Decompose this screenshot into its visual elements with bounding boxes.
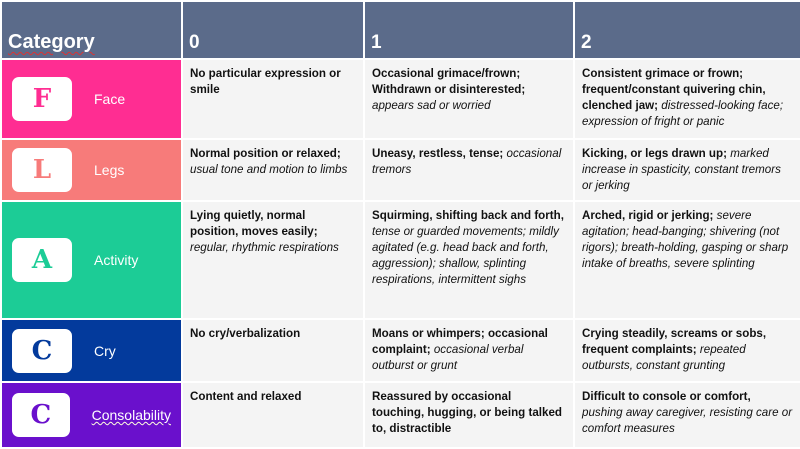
behavior-detail: distressed-looking face; expression of fright or panic [582,99,784,128]
behavior-text: Consistent grimace or frown; frequent/constant quivering chin, clenched jaw; [582,67,766,112]
behavior-text: Occasional grimace/frown; Withdrawn or disinterested; [372,67,526,96]
cry-letter-icon: C [12,329,72,373]
header-score-1: 1 [364,1,574,59]
score-0-cell [182,319,364,382]
category-cell-cry [1,319,182,382]
behavior-text: Content and relaxed [190,390,302,403]
score-1-cell [364,139,574,201]
behavior-detail: severe agitation; head-banging; shivering (not rigors); breath-holding, gasping or sharp intake of breaths, severe splinting [582,209,789,270]
table-row-consolability [1,382,800,448]
table-row-cry [1,319,800,382]
behavior-detail: occasional verbal outburst or grunt [372,343,524,372]
category-label: Legs [94,162,125,178]
consolability-letter-icon: C [12,393,70,437]
behavior-detail: usual tone and motion to limbs [190,163,348,176]
category-cell-activity [1,201,182,319]
behavior-text: Moans or whimpers; occasional complaint; [372,327,548,356]
behavior-text: Kicking, or legs drawn up; [582,147,727,160]
score-0-cell [182,201,364,319]
score-1-cell [364,319,574,382]
behavior-text: Arched, rigid or jerking; [582,209,714,222]
behavior-detail: regular, rhythmic respirations [190,241,339,254]
behavior-detail: appears sad or worried [372,99,491,112]
score-0-cell [182,382,364,448]
header-category: Category [1,1,182,59]
header-score-2: 2 [574,1,800,59]
category-cell-consolability [1,382,182,448]
score-2-cell [574,319,800,382]
score-2-cell [574,201,800,319]
behavior-text: Squirming, shifting back and forth, [372,209,564,222]
behavior-detail: pushing away caregiver, resisting care or comfort measures [582,406,793,435]
score-1-cell [364,201,574,319]
header-score-0: 0 [182,1,364,59]
behavior-text: No cry/verbalization [190,327,301,340]
category-label: Activity [94,252,139,268]
score-2-cell [574,139,800,201]
header-row [1,1,800,59]
behavior-text: No particular expression or smile [190,67,341,96]
score-2-cell [574,382,800,448]
category-label: Cry [94,342,116,359]
score-0-cell [182,59,364,139]
behavior-detail: repeated outbursts, constant grunting [582,343,746,372]
score-1-cell [364,382,574,448]
score-0-cell [182,139,364,201]
score-2-cell [574,59,800,139]
category-label: Consolability [91,407,171,423]
behavior-text: Difficult to console or comfort, [582,390,751,403]
table-row-legs [1,139,800,201]
behavior-text: Normal position or relaxed; [190,147,341,160]
table-row-face [1,59,800,139]
behavior-text: Crying steadily, screams or sobs, frequent complaints; [582,327,767,356]
face-letter-icon: F [12,77,72,121]
category-cell-face [1,59,182,139]
legs-letter-icon: L [12,148,72,192]
behavior-detail: tense or guarded movements; mildly agitated (e.g. head back and forth, aggression); shallow, splinting respirations, intermittent sighs [372,225,559,286]
category-cell-legs [1,139,182,201]
behavior-detail: marked increase in spasticity, constant tremors or jerking [582,147,781,192]
table-row-activity [1,201,800,319]
score-1-cell [364,59,574,139]
behavior-text: Reassured by occasional touching, hugging, or being talked to, distractible [372,390,562,435]
behavior-text: Lying quietly, normal position, moves easily; [190,209,318,238]
activity-letter-icon: A [12,238,72,282]
behavior-detail: occasional tremors [372,147,562,176]
behavior-text: Uneasy, restless, tense; [372,147,504,160]
category-label: Face [94,91,126,107]
